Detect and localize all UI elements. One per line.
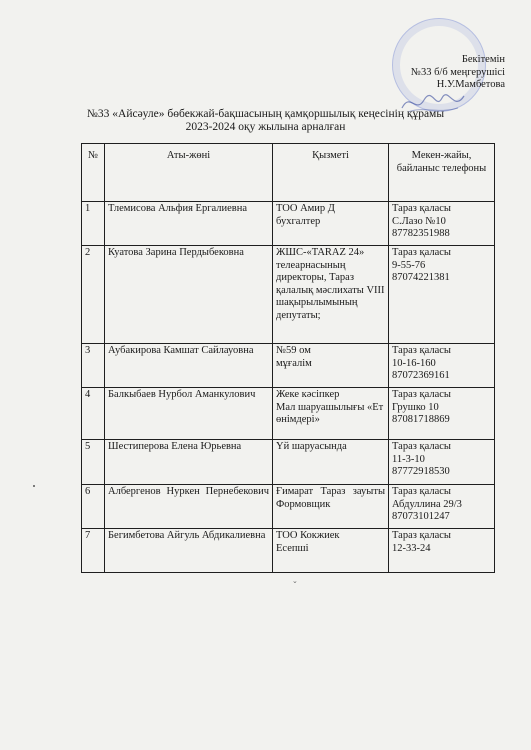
row-number: 6 xyxy=(82,485,105,529)
row-contact: Тараз қаласы С.Лазо №10 87782351988 xyxy=(389,202,495,246)
row-number: 4 xyxy=(82,388,105,440)
row-name: Куатова Зарина Пердыбековна xyxy=(105,246,273,344)
title-line-1: №33 «Айсәуле» бөбекжай-бақшасының қамқоршылық кеңесінің құрамы xyxy=(86,108,445,120)
row-number: 7 xyxy=(82,529,105,573)
row-contact: Тараз қаласы 12-33-24 xyxy=(389,529,495,573)
table-row xyxy=(82,246,495,344)
row-number: 1 xyxy=(82,202,105,246)
pencil-mark: ⌄ xyxy=(292,577,298,585)
header-number: № xyxy=(82,144,105,202)
row-contact: Тараз қаласы Абдуллина 29/3 87073101247 xyxy=(389,485,495,529)
row-position: ТОО Кокжиек Есепші xyxy=(273,529,389,573)
table-row xyxy=(82,529,495,573)
row-position: №59 ом мұғалім xyxy=(273,344,389,388)
row-position: Жеке кәсіпкер Мал шаруашылығы «Ет өнімдері» xyxy=(273,388,389,440)
row-number: 2 xyxy=(82,246,105,344)
row-number: 5 xyxy=(82,440,105,485)
table-row xyxy=(82,440,495,485)
speck-mark xyxy=(33,485,35,487)
row-number: 3 xyxy=(82,344,105,388)
approval-block xyxy=(411,54,505,92)
row-name: Тлемисова Альфия Ергалиевна xyxy=(105,202,273,246)
header-position: Қызметі xyxy=(273,144,389,202)
table-row xyxy=(82,202,495,246)
row-contact: Тараз қаласы 9-55-76 87074221381 xyxy=(389,246,495,344)
approval-line-name: Н.У.Мамбетова xyxy=(436,79,505,90)
row-name: Бегимбетова Айгуль Абдикалиевна xyxy=(105,529,273,573)
table-row xyxy=(82,485,495,529)
table-row xyxy=(82,344,495,388)
row-position: ЖШС-«TARAZ 24» телеарнасының директоры, Тараз қалалық мәслихаты VIII шақырылымының депутаты; xyxy=(273,246,389,344)
row-name: Балкыбаев Нурбол Аманкулович xyxy=(105,388,273,440)
row-name: Аубакирова Камшат Сайлауовна xyxy=(105,344,273,388)
row-position: Үй шаруасында xyxy=(273,440,389,485)
approval-line-approve: Бекітемін xyxy=(461,54,505,65)
row-name: Шестиперова Елена Юрьевна xyxy=(105,440,273,485)
council-table xyxy=(81,143,495,573)
row-contact: Тараз қаласы 10-16-160 87072369161 xyxy=(389,344,495,388)
row-position: ТОО Амир Д бухгалтер xyxy=(273,202,389,246)
approval-line-position: №33 б/б меңгерушісі xyxy=(410,66,505,78)
row-contact: Тараз қаласы 11-3-10 87772918530 xyxy=(389,440,495,485)
document-title xyxy=(0,108,531,134)
table-header-row xyxy=(82,144,495,202)
header-contact: Мекен-жайы, байланыс телефоны xyxy=(389,144,495,202)
table-row xyxy=(82,388,495,440)
row-name: Албергенов Нуркен Пернебекович xyxy=(105,485,273,529)
row-contact: Тараз қаласы Грушко 10 87081718869 xyxy=(389,388,495,440)
title-line-2: 2023-2024 оқу жылына арналған xyxy=(185,121,346,133)
row-position: Ғимарат Тараз зауыты Формовщик xyxy=(273,485,389,529)
header-name: Аты-жөні xyxy=(105,144,273,202)
